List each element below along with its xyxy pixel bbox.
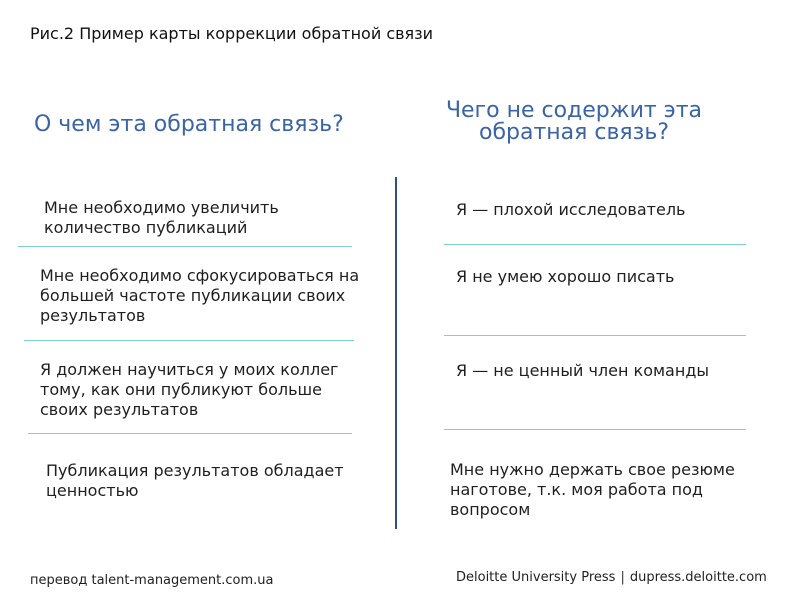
left-item-divider: [18, 246, 352, 247]
source-credit: [456, 570, 767, 585]
left-item-1: Мне необходимо увеличить количество публикаций: [44, 198, 279, 237]
column-divider: [395, 177, 397, 529]
source-separator: |: [620, 570, 625, 585]
source-name: Deloitte University Press: [456, 570, 616, 585]
left-item-3: Я должен научиться у моих коллег тому, как они публикуют больше своих результатов: [40, 360, 339, 419]
left-item-divider: [28, 433, 352, 434]
left-item-4: Публикация результатов обладает ценностью: [46, 461, 344, 500]
right-item-1: Я — плохой исследователь: [456, 200, 686, 219]
figure-title: Рис.2 Пример карты коррекции обратной связи: [30, 24, 434, 43]
left-item-2: Мне необходимо сфокусироваться на большей частоте публикации своих результатов: [40, 266, 360, 325]
translation-credit: перевод talent-management.com.ua: [30, 573, 274, 588]
right-item-3: Я — не ценный член команды: [456, 361, 710, 380]
right-item-4: Мне нужно держать свое резюме наготове, т.к. моя работа под вопросом: [450, 460, 735, 519]
left-column-heading: О чем эта обратная связь?: [34, 112, 344, 137]
right-item-2: Я не умею хорошо писать: [456, 267, 675, 286]
right-item-divider: [444, 335, 746, 336]
source-url: dupress.deloitte.com: [629, 570, 767, 585]
left-item-divider: [24, 340, 354, 341]
right-item-divider: [444, 429, 746, 430]
right-column-heading: Чего не содержит эта обратная связь?: [445, 98, 703, 145]
right-item-divider: [444, 244, 746, 245]
